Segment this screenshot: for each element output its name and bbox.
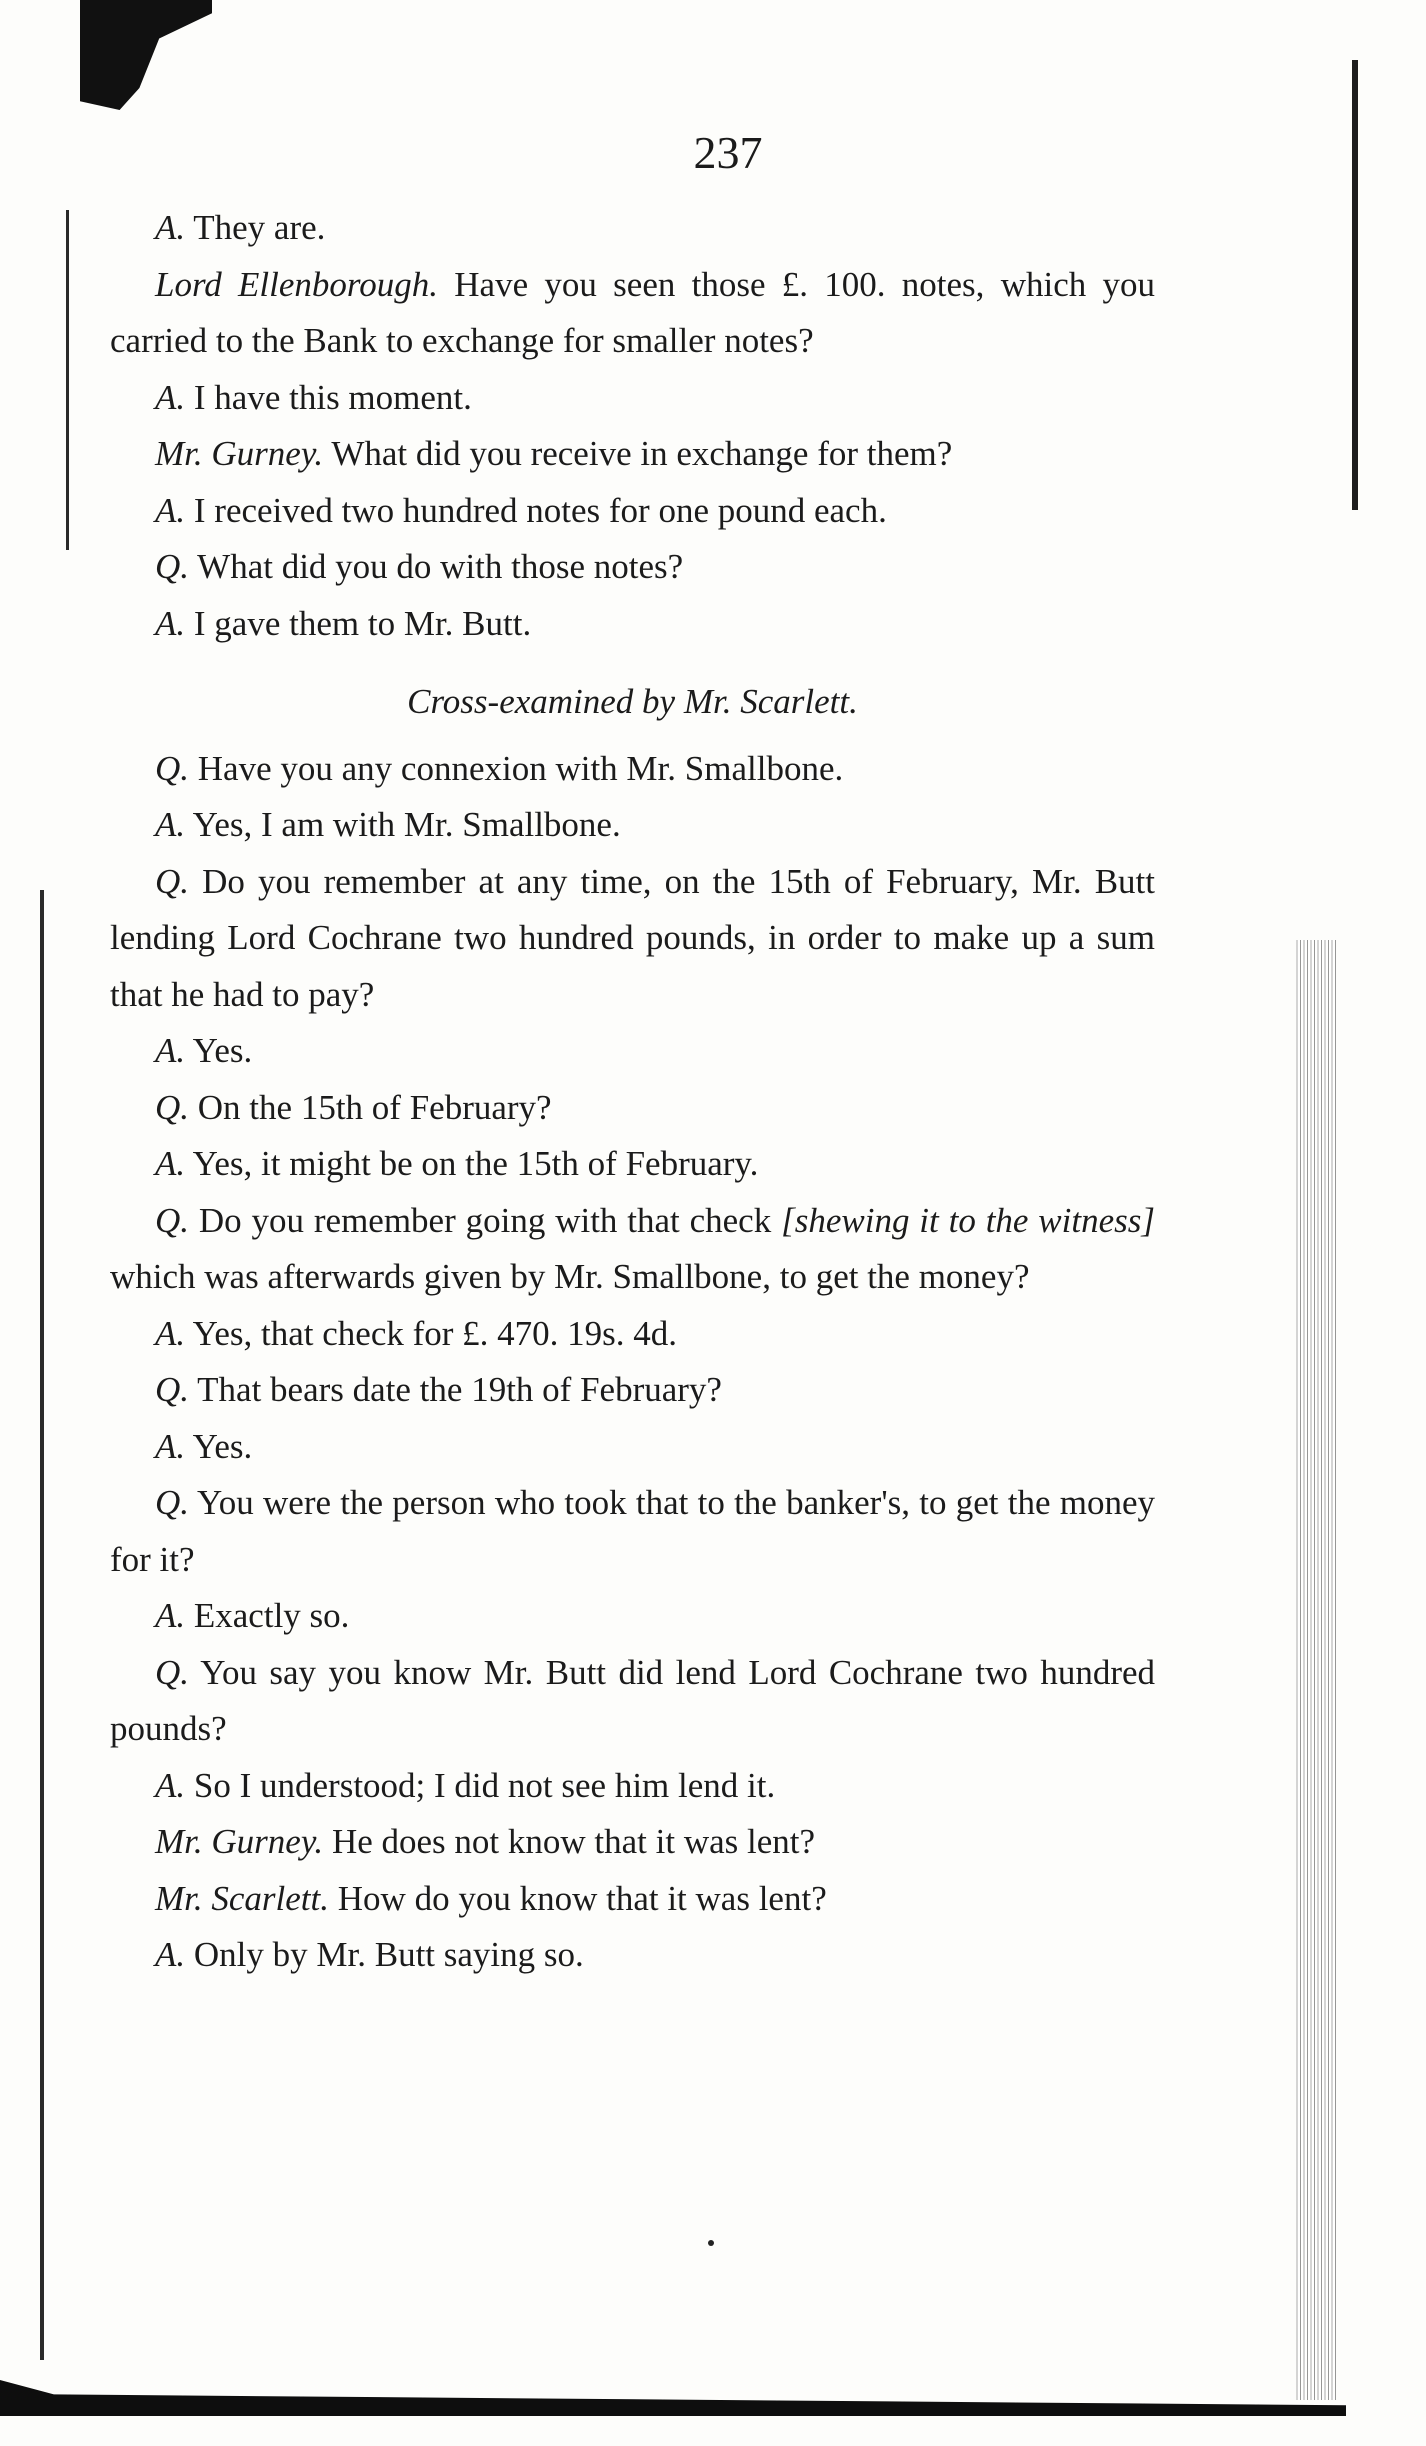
dialogue-text: Yes, I am with Mr. Smallbone. [192, 805, 621, 844]
speaker-label: A. [155, 805, 186, 844]
speaker-label: Q. [155, 1200, 190, 1240]
dialogue-line [110, 426, 1155, 483]
scan-margin-line [40, 890, 44, 2360]
section-heading: Cross-examined by Mr. Scarlett. [407, 682, 858, 721]
dialogue-text: On the 15th of February? [197, 1087, 552, 1127]
dialogue-text: That bears date the 19th of February? [197, 1370, 722, 1409]
dialogue-line [110, 1362, 1155, 1419]
dialogue-text: Yes. [192, 1426, 253, 1466]
speaker-label: A. [155, 1031, 186, 1070]
dialogue-text: They are. [193, 208, 326, 247]
dialogue-line [110, 1871, 1155, 1928]
dialogue-text: What did you receive in exchange for them? [331, 434, 953, 473]
dialogue-text: which was afterwards given by Mr. Smallbone, to get the money? [110, 1257, 1030, 1296]
speaker-label: A. [155, 1596, 186, 1635]
dialogue-line [110, 539, 1155, 596]
dialogue-line [110, 370, 1155, 427]
speaker-label: Mr. Gurney. [155, 434, 324, 473]
dialogue-line [110, 854, 1155, 1024]
dialogue-text: Have you any connexion with Mr. Smallbone. [197, 748, 844, 788]
dialogue-line [110, 200, 1155, 257]
dialogue-text: So I understood; I did not see him lend it. [193, 1765, 776, 1805]
dialogue-line [110, 1306, 1155, 1363]
dialogue-text: Have you seen those £. 100. notes, which you carried to the Bank to exchange for smaller notes? [110, 264, 1155, 360]
dialogue-line [110, 1927, 1155, 1984]
dialogue-text: Yes, that check for £. 470. 19s. 4d. [192, 1313, 678, 1353]
dialogue-text: He does not know that it was lent? [331, 1822, 816, 1861]
dialogue-line [110, 797, 1155, 854]
transcript-body [110, 200, 1155, 1984]
speaker-label: A. [155, 377, 186, 417]
dialogue-line [110, 1814, 1155, 1871]
stage-direction: [shewing it to the witness] [781, 1200, 1155, 1240]
scan-margin-line [66, 210, 69, 550]
speaker-label: A. [155, 1765, 186, 1805]
dialogue-line [110, 1419, 1155, 1476]
speaker-label: A. [155, 1313, 186, 1353]
scan-page-edge [1296, 940, 1336, 2400]
dialogue-text: What did you do with those notes? [197, 547, 684, 586]
page-number: 237 [693, 127, 763, 178]
dialogue-text: Only by Mr. Butt saying so. [193, 1935, 584, 1974]
speaker-label: Q. [155, 1370, 190, 1409]
speaker-label: Q. [155, 748, 190, 788]
dialogue-line [110, 483, 1155, 540]
dialogue-line [110, 1588, 1155, 1645]
speaker-label: A. [155, 1144, 186, 1183]
dialogue-line [110, 1136, 1155, 1193]
ink-speck [708, 2240, 714, 2246]
dialogue-text: Yes. [192, 1031, 253, 1070]
dialogue-text: I have this moment. [193, 377, 472, 417]
dialogue-line [110, 1758, 1155, 1815]
dialogue-line [110, 1475, 1155, 1588]
dialogue-line [110, 741, 1155, 798]
dialogue-text: You were the person who took that to the banker's, to get the money for it? [110, 1483, 1156, 1579]
dialogue-text: Exactly so. [193, 1596, 350, 1635]
scan-corner-artifact [80, 0, 212, 110]
scan-bottom-edge [0, 2380, 1346, 2416]
dialogue-text: Do you remember at any time, on the 15th of February, Mr. Butt lending Lord Cochrane two hundred pounds, in order to make up a sum that he had to pay? [110, 861, 1155, 1014]
speaker-label: Q. [155, 1483, 190, 1522]
dialogue-text: I received two hundred notes for one pound each. [193, 490, 887, 530]
speaker-label: A. [155, 490, 186, 530]
speaker-label: Q. [155, 1652, 190, 1692]
dialogue-line [110, 1193, 1155, 1306]
speaker-label: Lord Ellenborough. [155, 264, 438, 304]
speaker-label: Q. [155, 1087, 190, 1127]
speaker-label: A. [155, 208, 186, 247]
dialogue-line [110, 1080, 1155, 1137]
speaker-label: Mr. Scarlett. [155, 1878, 330, 1918]
dialogue-text: How do you know that it was lent? [337, 1878, 827, 1918]
dialogue-line [110, 1645, 1155, 1758]
dialogue-text: Do you remember going with that check [198, 1200, 772, 1240]
dialogue-line [110, 1023, 1155, 1080]
speaker-label: A. [155, 1426, 186, 1466]
dialogue-line [110, 257, 1155, 370]
speaker-label: Q. [155, 547, 190, 586]
speaker-label: Mr. Gurney. [155, 1822, 324, 1861]
speaker-label: A. [155, 1935, 186, 1974]
dialogue-text: Yes, it might be on the 15th of February. [192, 1144, 759, 1183]
dialogue-line [110, 596, 1155, 653]
dialogue-text: I gave them to Mr. Butt. [193, 603, 532, 643]
speaker-label: Q. [155, 861, 190, 901]
dialogue-text: You say you know Mr. Butt did lend Lord Cochrane two hundred pounds? [110, 1652, 1156, 1748]
speaker-label: A. [155, 603, 186, 643]
